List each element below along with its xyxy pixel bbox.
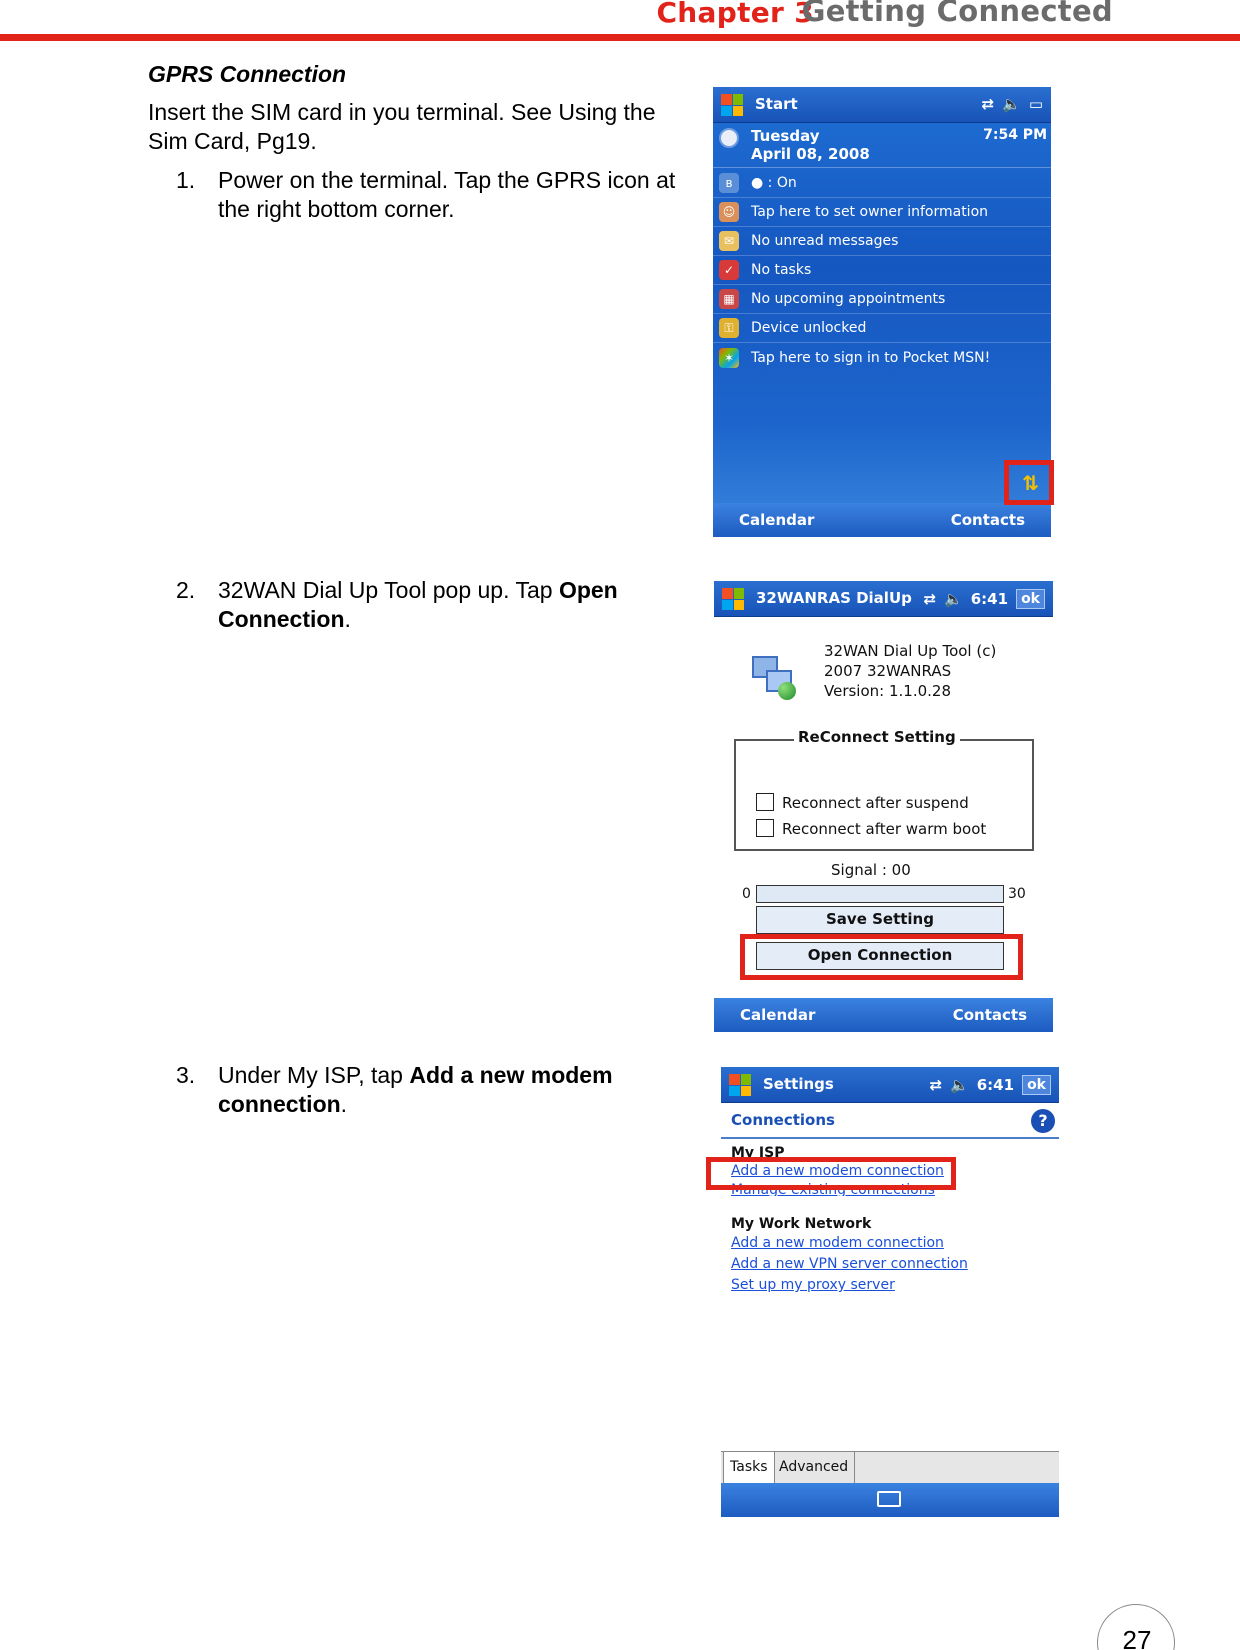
signal-bar (756, 885, 1004, 903)
row-label: Tap here to set owner information (751, 204, 989, 220)
step-text: Power on the terminal. Tap the GPRS icon at the right bottom corner. (218, 167, 676, 222)
step-number: 3. (176, 1062, 196, 1088)
owner-icon: ☺ (719, 202, 739, 222)
row-label: No tasks (751, 262, 812, 278)
chapter-label: Chapter 3 (656, 0, 814, 29)
today-screen (713, 87, 1051, 537)
windows-logo-icon[interactable] (722, 588, 744, 610)
reconnect-suspend-checkbox[interactable]: Reconnect after suspend (756, 793, 969, 812)
step-text: Under My ISP, tap Add a new modem connection. (218, 1062, 613, 1117)
signal-min: 0 (742, 886, 751, 902)
softkey-contacts[interactable]: Contacts (952, 1006, 1027, 1024)
speaker-icon[interactable]: 🔈 (944, 590, 963, 608)
bluetooth-row[interactable] (713, 169, 1051, 198)
clock-icon (719, 128, 739, 148)
speaker-icon[interactable]: 🔈 (1002, 95, 1021, 113)
msn-butterfly-icon: ✶ (719, 348, 739, 368)
tasks-icon: ✓ (719, 260, 739, 280)
tray (929, 1075, 1051, 1095)
open-connection-button[interactable]: Open Connection (756, 942, 1004, 970)
save-setting-button[interactable]: Save Setting (756, 906, 1004, 934)
envelope-icon: ✉ (719, 231, 739, 251)
signal-label: Signal : 00 (831, 861, 911, 879)
tray (923, 589, 1045, 609)
owner-row[interactable] (713, 198, 1051, 227)
softkey-calendar[interactable]: Calendar (739, 511, 815, 529)
settings-title: Settings (763, 1075, 834, 1093)
row-label: Tap here to sign in to Pocket MSN! (751, 350, 991, 366)
softkey-calendar[interactable]: Calendar (740, 1006, 816, 1024)
date-day[interactable]: Tuesday (751, 127, 820, 145)
msn-row[interactable] (713, 344, 1051, 373)
clock-time[interactable]: 6:41 (970, 590, 1009, 608)
open-connection-highlight (740, 934, 1023, 980)
checkbox-box[interactable] (756, 819, 774, 837)
appointments-row[interactable] (713, 285, 1051, 314)
start-title[interactable]: Start (755, 95, 798, 113)
ok-button[interactable]: ok (1022, 1075, 1051, 1095)
softkey-bar (713, 503, 1051, 537)
page-number: 27 (1122, 1625, 1152, 1650)
page-number-badge (1097, 1604, 1175, 1650)
gprs-highlight (1004, 460, 1054, 505)
softkey-contacts[interactable]: Contacts (950, 511, 1025, 529)
clock-time[interactable]: 7:54 PM (983, 127, 1047, 143)
calendar-icon: ▦ (719, 289, 739, 309)
connections-title: Connections (731, 1111, 835, 1129)
windows-logo-icon[interactable] (721, 94, 743, 116)
connectivity-icon[interactable]: ⇄ (981, 95, 995, 113)
lock-icon: ⚿ (719, 318, 739, 338)
battery-icon[interactable]: ▭ (1028, 95, 1043, 113)
tray (982, 95, 1043, 113)
group-title: ReConnect Setting (794, 728, 960, 746)
header-rule (0, 34, 1240, 41)
work-add-modem-link[interactable]: Add a new modem connection (731, 1235, 944, 1251)
softkey-bar (714, 998, 1053, 1032)
softkey-bar (721, 1483, 1059, 1517)
settings-screen (721, 1067, 1059, 1517)
connectivity-icon[interactable]: ⇄ (929, 1076, 943, 1094)
title-bar (721, 1067, 1059, 1103)
sub-header (721, 1103, 1059, 1139)
work-network-label: My Work Network (731, 1216, 872, 1232)
row-label: No unread messages (751, 233, 899, 249)
messages-row[interactable] (713, 227, 1051, 256)
tab-strip (721, 1451, 1059, 1483)
step-text: 32WAN Dial Up Tool pop up. Tap Open Connection. (218, 577, 618, 632)
help-icon[interactable]: ? (1031, 1109, 1055, 1133)
row-label: No upcoming appointments (751, 291, 946, 307)
row-label: Device unlocked (751, 320, 867, 336)
proxy-server-link[interactable]: Set up my proxy server (731, 1277, 895, 1293)
my-isp-label: My ISP (731, 1145, 785, 1159)
step-number: 1. (176, 167, 196, 193)
network-computers-icon (752, 656, 798, 702)
clock-time[interactable]: 6:41 (976, 1076, 1015, 1094)
row-label: ● : On (751, 175, 797, 191)
speaker-icon[interactable]: 🔈 (950, 1076, 969, 1094)
app-title: 32WANRAS DialUp (756, 589, 912, 607)
step-emphasis: Open Connection (218, 577, 618, 632)
bluetooth-icon: ʙ (719, 173, 739, 193)
gprs-icon[interactable]: ⇅ (1022, 471, 1039, 495)
step-emphasis: Add a new modem connection (218, 1062, 613, 1117)
tab-advanced[interactable]: Advanced (773, 1452, 855, 1484)
about-text: 32WAN Dial Up Tool (c) 2007 32WANRAS Version: 1.1.0.28 (824, 642, 997, 700)
isp-add-modem-link[interactable]: Add a new modem connection (731, 1163, 944, 1179)
ok-button[interactable]: ok (1016, 589, 1045, 609)
reconnect-warmboot-checkbox[interactable]: Reconnect after warm boot (756, 819, 986, 838)
work-add-vpn-link[interactable]: Add a new VPN server connection (731, 1256, 968, 1272)
signal-max: 30 (1008, 886, 1026, 902)
title-bar (713, 87, 1051, 123)
title-bar (714, 581, 1053, 617)
add-modem-highlight (706, 1157, 956, 1190)
windows-logo-icon[interactable] (729, 1074, 751, 1096)
tasks-row[interactable] (713, 256, 1051, 285)
lock-row[interactable] (713, 314, 1051, 343)
intro-text: Insert the SIM card in you terminal. See Using the Sim Card, Pg19. (148, 99, 656, 154)
connectivity-icon[interactable]: ⇄ (923, 590, 937, 608)
date-full[interactable]: April 08, 2008 (751, 145, 870, 163)
step-number: 2. (176, 577, 196, 603)
section-title: GPRS Connection (148, 61, 347, 87)
keyboard-icon[interactable] (877, 1491, 901, 1507)
checkbox-box[interactable] (756, 793, 774, 811)
tab-tasks[interactable]: Tasks (723, 1452, 775, 1484)
isp-manage-link[interactable]: Manage existing connections (731, 1182, 935, 1196)
chapter-title: Getting Connected (801, 0, 1113, 28)
